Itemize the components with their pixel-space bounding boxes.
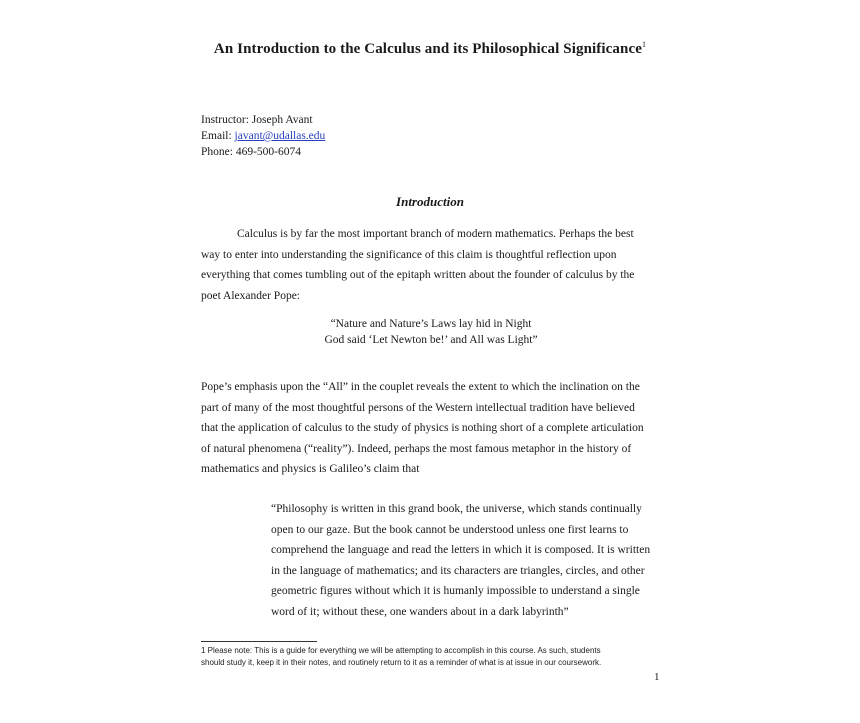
paragraph-2-line: Pope’s emphasis upon the “All” in the couplet reveals the extent to which the inclination on the xyxy=(201,381,640,393)
galileo-blockquote xyxy=(271,499,663,622)
email-link[interactable]: javant@udallas.edu xyxy=(234,130,326,142)
email-label: Email: xyxy=(201,130,235,142)
paragraph-2 xyxy=(201,377,661,480)
document-title xyxy=(0,40,860,58)
title-footnote-marker: 1 xyxy=(641,40,647,49)
blockquote-line: comprehend the language and read the letters in which it is composed. It is written xyxy=(271,544,651,556)
couplet-line: God said ‘Let Newton be!’ and All was Light” xyxy=(324,334,538,346)
footnote-divider xyxy=(201,641,317,642)
footnote-line: 1 Please note: This is a guide for everything we will be attempting to accomplish in this course. As such, students xyxy=(201,646,601,655)
pope-couplet xyxy=(201,316,661,348)
blockquote-line: in the language of mathematics; and its characters are triangles, circles, and other xyxy=(271,564,645,577)
page-number: 1 xyxy=(654,671,660,683)
instructor-line: Instructor: Joseph Avant xyxy=(201,114,313,126)
contact-block xyxy=(201,112,325,160)
blockquote-line: word of it; without these, one wanders about in a dark labyrinth” xyxy=(271,605,569,618)
paragraph-1-line: poet Alexander Pope: xyxy=(201,289,301,302)
paragraph-1-line: way to enter into understanding the significance of this claim is thoughtful reflection upon xyxy=(201,248,617,261)
paragraph-1-line: everything that comes tumbling out of the epitaph written about the founder of calculus by the xyxy=(201,269,635,281)
paragraph-2-line: of natural phenomena (“reality”). Indeed, perhaps the most famous metaphor in the history of xyxy=(201,442,632,455)
title-text: An Introduction to the Calculus and its Philosophical Significance xyxy=(213,41,642,57)
paragraph-1-line: Calculus is by far the most important branch of modern mathematics. Perhaps the best xyxy=(237,228,634,240)
phone-line: Phone: 469-500-6074 xyxy=(201,146,301,158)
blockquote-line: “Philosophy is written in this grand book, the universe, which stands continually xyxy=(271,503,642,515)
footnote-line: should study it, keep it in their notes, and routinely return to it as a reminder of what is at issue in our coursework. xyxy=(201,658,602,667)
section-heading: Introduction xyxy=(396,194,464,209)
paragraph-2-line: that the application of calculus to the study of physics is nothing short of a complete articulation xyxy=(201,422,644,434)
paragraph-2-line: mathematics and physics is Galileo’s claim that xyxy=(201,463,420,475)
blockquote-line: geometric figures without which it is humanly impossible to understand a single xyxy=(271,585,640,597)
paragraph-2-line: part of many of the most thoughtful persons of the Western intellectual tradition have believed xyxy=(201,401,635,414)
email-line xyxy=(201,128,325,144)
paragraph-1 xyxy=(201,224,661,306)
couplet-line: “Nature and Nature’s Laws lay hid in Night xyxy=(330,318,532,330)
blockquote-line: open to our gaze. But the book cannot be understood unless one first learns to xyxy=(271,523,629,536)
footnote xyxy=(201,645,671,669)
